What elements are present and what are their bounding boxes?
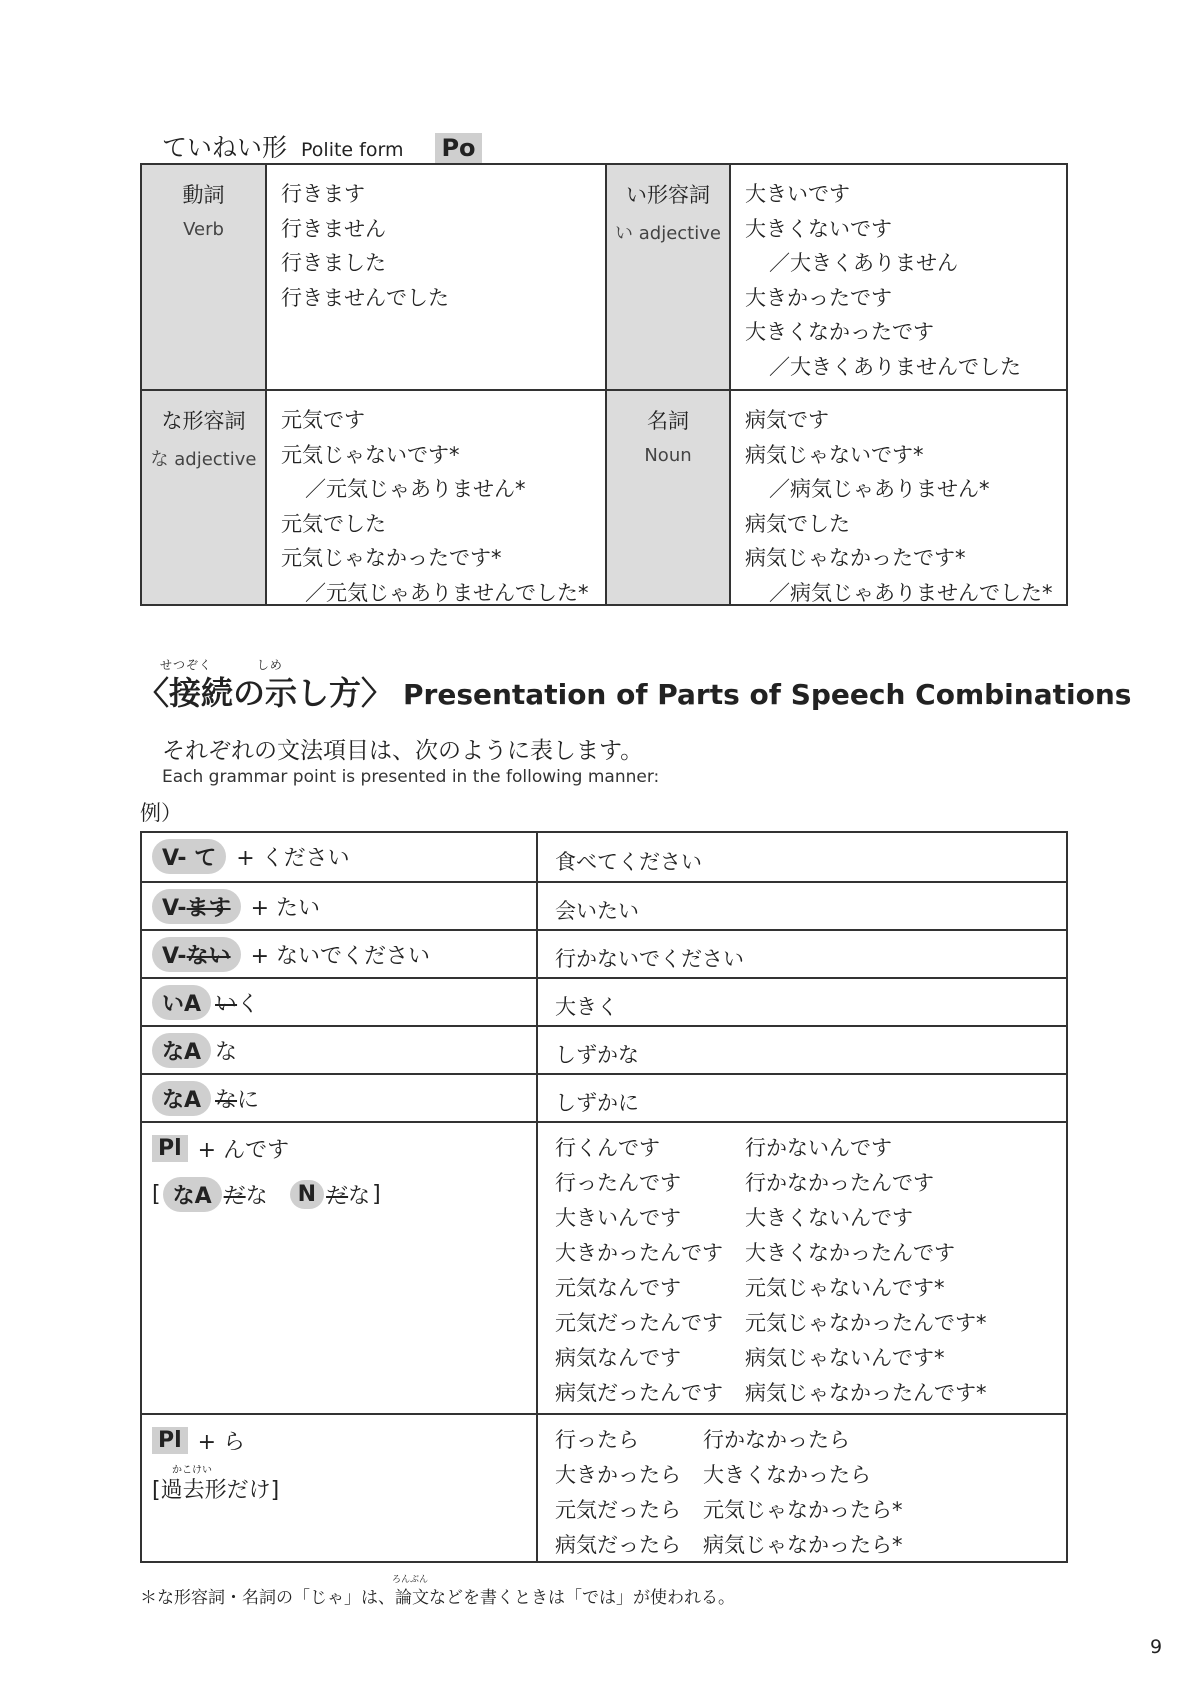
verb-badge [152,889,241,924]
i-adj-label-jp: い形容詞 [626,183,710,207]
noun-value: 病気でした [745,511,850,536]
na-adj-value: ／元気じゃありませんでした* [305,580,589,605]
section-heading-jp: 〈接続の示し方〉 [137,674,394,712]
badge-text: V- [162,944,187,969]
badge-strike: ます [186,896,231,921]
pattern-rest: + ください [236,846,350,871]
table-row [142,931,1066,977]
verb-label-cell [142,165,265,389]
example-value: 行かないでください [555,947,744,971]
section-heading [137,668,1131,714]
table-row [142,883,1066,929]
na-adj-badge: なA [152,1081,211,1116]
plain-badge: Pl [152,1427,188,1454]
example-value: 元気じゃなかったんです* [745,1311,987,1335]
example-value: 病気だったんです [555,1381,723,1405]
examples-table [140,831,1068,1563]
verb-label-jp: 動詞 [182,183,225,207]
na-adj-label-en: な adjective [150,449,257,470]
pattern [152,1133,289,1164]
na-adj-badge: なA [152,1033,211,1068]
bracket: ] [372,1182,381,1207]
note-ruby: かこけい [172,1465,212,1476]
heading-ruby-setsuzoku: せつぞく [160,658,213,672]
example-value: しずかな [555,1043,639,1067]
polite-title-jp: ていねい形 [162,133,288,162]
example-value: 病気じゃなかったら* [703,1533,903,1557]
page-number: 9 [1150,1636,1163,1658]
po-badge: Po [435,133,481,163]
badge-text: V- [162,846,187,871]
verb-label-en: Verb [183,219,224,240]
noun-value: 病気じゃなかったです* [745,546,966,570]
example-value: 元気だったら [555,1498,681,1522]
example-value: 行かなかったんです [745,1171,934,1195]
i-adj-label-en: い adjective [615,223,721,244]
badge-text: V- [162,896,187,921]
noun-value: ／病気じゃありません* [769,477,990,501]
verb-value: 行きませんでした [281,285,449,310]
i-adj-value: 大きいです [745,182,850,206]
example-value: 行くんです [555,1136,660,1160]
table-row [142,1075,1066,1121]
polite-title-en: Polite form [301,139,404,161]
table-row [142,1123,1066,1413]
example-value: 病気じゃないんです* [745,1346,945,1370]
example-pairs [555,1423,903,1563]
table-row [142,979,1066,1025]
i-adj-label-cell [607,165,729,389]
noun-value: ／病気じゃありませんでした* [769,580,1053,605]
verb-value: 行きます [281,182,365,206]
example-value: 病気じゃなかったんです* [745,1381,987,1405]
intro-jp: それぞれの文法項目は、次のように表します。 [162,738,644,764]
example-label: 例） [140,801,182,825]
plain-badge: Pl [152,1135,188,1162]
example-value: 元気じゃなかったら* [703,1498,903,1522]
noun-values [731,391,1066,604]
pattern-rest: な [215,1040,238,1065]
i-adj-value: ／大きくありませんでした [769,354,1021,379]
noun-value: 病気じゃないです* [745,442,924,467]
strike-text: だ [326,1184,349,1209]
pattern [152,889,320,924]
na-adj-values [267,391,607,604]
example-value: 行ったんです [555,1171,681,1195]
i-adj-values [731,165,1066,389]
verb-value: 行きました [281,251,386,275]
pattern-note: [過去形だけ] [152,1478,280,1503]
strike-text: な [215,1088,238,1113]
strike-text: い [215,992,238,1017]
na-adj-badge: なA [163,1177,222,1212]
pattern [152,937,430,972]
i-adj-value: 大きかったです [745,285,892,310]
verb-badge [152,937,241,972]
pattern-rest [215,1083,259,1114]
na-adj-value: ／元気じゃありません* [305,477,526,501]
verb-values [267,165,607,389]
example-value: 大きかったんです [555,1241,723,1265]
example-value: 会いたい [555,899,639,923]
example-value: 大きく [555,995,618,1019]
example-value: 食べてください [555,850,702,874]
example-value: 行ったら [555,1428,639,1452]
footnote-ruby: ろんぶん [392,1575,429,1585]
na-adj-value: 元気です [281,408,365,432]
polite-form-table [140,163,1068,606]
example-value: 元気じゃないんです* [745,1276,945,1300]
noun-badge: N [290,1180,324,1209]
strike-text: だ [223,1184,246,1209]
verb-badge [152,839,226,874]
noun-label-cell [607,391,729,604]
pattern [152,1033,237,1068]
noun-label-en: Noun [644,445,692,466]
example-value: 大きくなかったんです [745,1241,955,1265]
na-adj-label-jp: な形容詞 [161,409,246,433]
i-adj-value: 大きくなかったです [745,320,934,344]
example-value: 大きくなかったら [703,1463,871,1487]
pattern-rest: + ら [197,1430,246,1455]
bracket: [ [152,1182,161,1207]
polite-form-title [162,128,482,164]
table-row [142,833,1066,881]
footnote: ＊な形容詞・名詞の「じゃ」は、論文などを書くときは「では」が使われる。 [140,1588,735,1608]
i-adj-value: ／大きくありません [769,251,958,275]
noun-value: 病気です [745,408,829,432]
pattern-rest: + んです [197,1138,290,1163]
example-value: 行かないんです [745,1136,892,1160]
example-pairs [555,1131,987,1411]
example-value: しずかに [555,1091,639,1115]
example-value: 大きくないんです [745,1206,913,1230]
pattern-rest: + たい [250,896,321,921]
i-adj-value: 大きくないです [745,216,892,241]
example-value: 元気だったんです [555,1311,723,1335]
na-adj-value: 元気でした [281,511,386,536]
example-value: 病気だったら [555,1533,681,1557]
example-value: 大きかったら [555,1463,681,1487]
pattern [152,839,350,874]
intro-en: Each grammar point is presented in the following manner: [162,767,660,787]
section-heading-en: Presentation of Parts of Speech Combinations [403,678,1132,711]
example-value: 大きいんです [555,1206,681,1230]
table-row [142,1027,1066,1073]
na-adj-value: 元気じゃないです* [281,442,460,467]
tail-text: な [348,1184,371,1209]
na-adj-value: 元気じゃなかったです* [281,546,502,570]
noun-label-jp: 名詞 [647,409,689,433]
pattern-rest [215,987,259,1018]
example-value: 病気なんです [555,1346,681,1370]
heading-ruby-shime: しめ [256,658,283,672]
table-row [142,1415,1066,1561]
example-value: 行かなかったら [703,1428,850,1452]
na-adj-label-cell [142,391,265,604]
table-divider [605,165,607,604]
pattern-rest: + ないでください [250,944,431,969]
badge-strike: ない [186,944,231,969]
example-value: 元気なんです [555,1276,681,1300]
pattern [152,985,259,1020]
table-divider [142,389,1066,391]
i-adj-badge: いA [152,985,211,1020]
badge-tail: て [194,846,217,871]
table-divider [729,165,731,604]
pattern [152,1425,245,1456]
tail-text: く [237,992,260,1017]
verb-value: 行きません [281,216,386,241]
pattern-note [152,1177,381,1212]
pattern [152,1081,259,1116]
tail-text: に [237,1088,260,1113]
table-divider [265,165,267,604]
tail-text: な [245,1184,268,1209]
